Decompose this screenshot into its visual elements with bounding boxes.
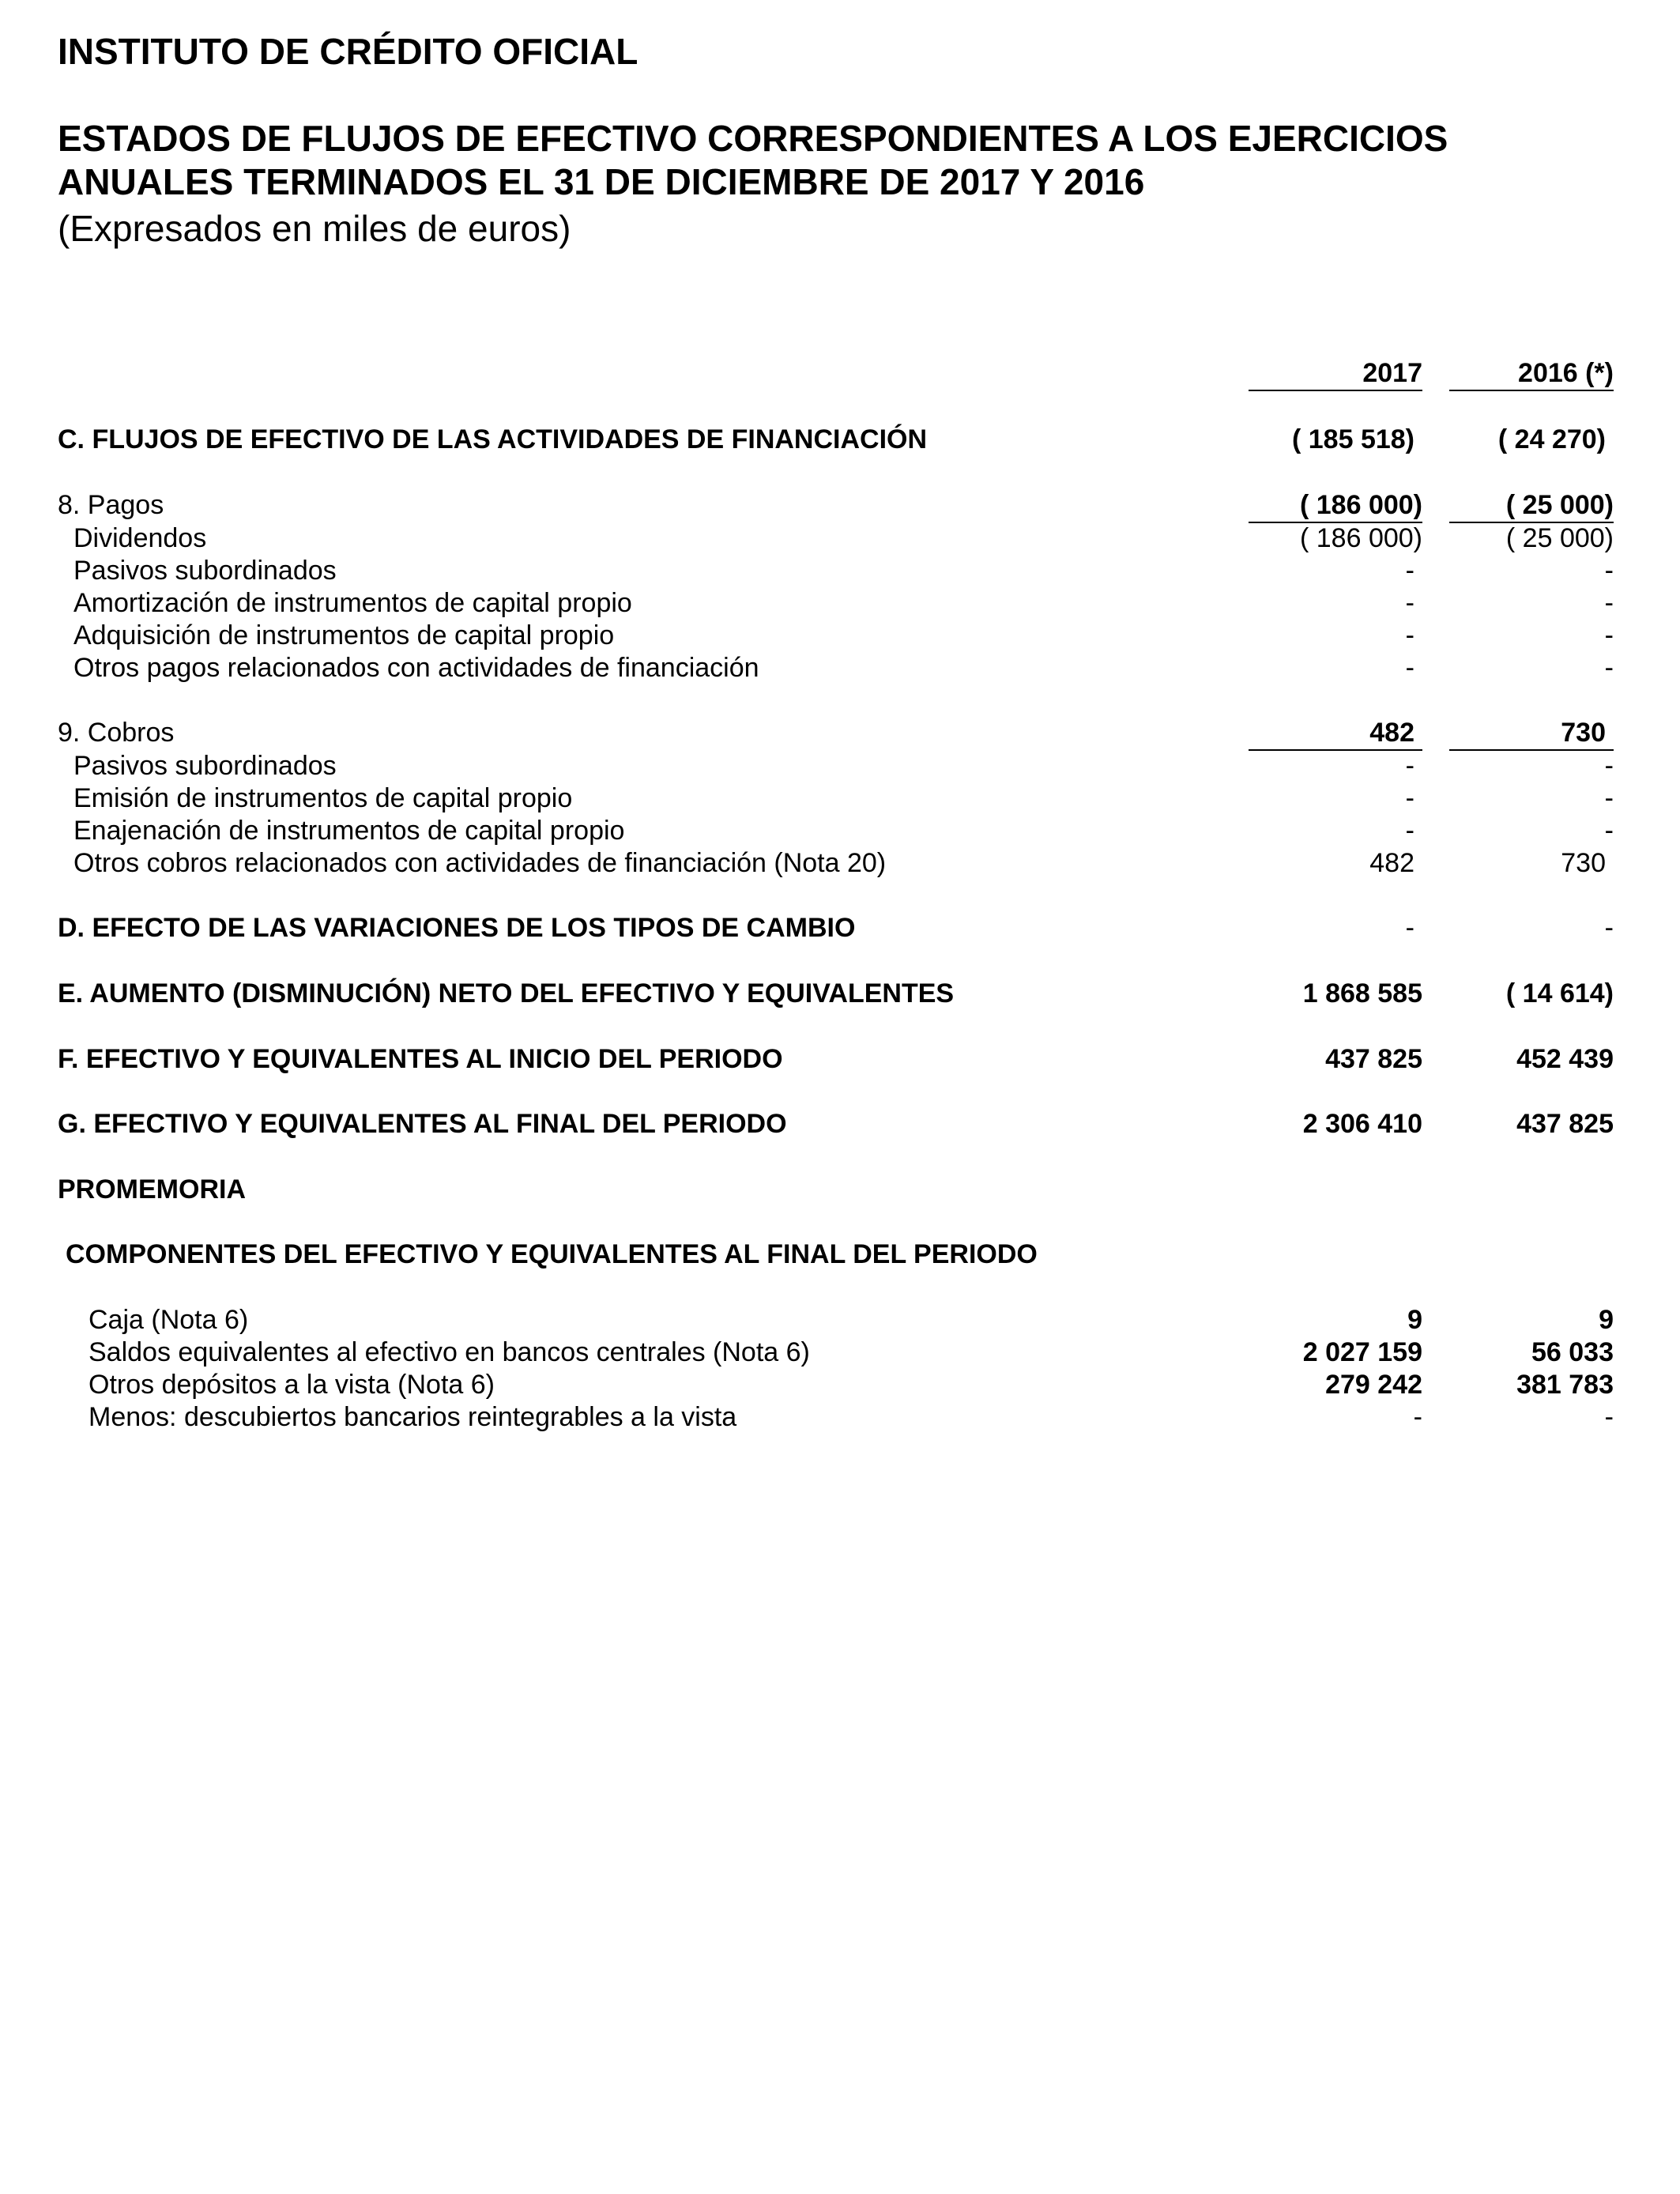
- column-header-2016: 2016 (*): [1449, 357, 1614, 391]
- units-note: (Expresados en miles de euros): [58, 208, 571, 249]
- value-2017: -: [1405, 816, 1414, 846]
- value-2017: -: [1413, 1402, 1422, 1432]
- table-row: [0, 555, 1680, 587]
- row-label: G. EFECTIVO Y EQUIVALENTES AL FINAL DEL PERIODO: [58, 1109, 787, 1139]
- table-row: [0, 620, 1680, 652]
- value-2017: ( 186 000): [1300, 523, 1422, 553]
- value-2016: -: [1604, 783, 1614, 813]
- value-2016: ( 24 270): [1497, 424, 1606, 454]
- row-label: Otros depósitos a la vista (Nota 6): [89, 1370, 495, 1400]
- value-2017: -: [1405, 751, 1414, 781]
- row-label: Saldos equivalentes al efectivo en bancos centrales (Nota 6): [89, 1337, 810, 1367]
- value-2017: 9: [1407, 1305, 1422, 1335]
- value-2017: 437 825: [1325, 1044, 1422, 1074]
- row-label: Otros cobros relacionados con actividades de financiación (Nota 20): [73, 848, 887, 878]
- value-2017: -: [1405, 588, 1414, 618]
- value-2017: -: [1405, 653, 1414, 683]
- value-2017: ( 185 518): [1292, 424, 1414, 454]
- table-row: [0, 522, 1680, 555]
- row-label: Otros pagos relacionados con actividades de financiación: [73, 653, 759, 683]
- value-2017: ( 186 000): [1249, 489, 1422, 523]
- table-row: [0, 1174, 1680, 1206]
- value-2016: 730: [1449, 717, 1614, 751]
- value-2017: 482: [1249, 717, 1422, 751]
- value-2017: -: [1405, 783, 1414, 813]
- row-label: Adquisición de instrumentos de capital propio: [73, 620, 615, 650]
- value-2017: 482: [1369, 848, 1414, 878]
- value-2016: 437 825: [1516, 1109, 1614, 1139]
- value-2016: ( 14 614): [1505, 978, 1614, 1008]
- row-label: E. AUMENTO (DISMINUCIÓN) NETO DEL EFECTIVO Y EQUIVALENTES: [58, 978, 955, 1008]
- table-row: [0, 1401, 1680, 1434]
- value-2016: -: [1604, 653, 1614, 683]
- statement-title: [58, 117, 1638, 204]
- table-row: [0, 782, 1680, 815]
- value-2016: -: [1604, 751, 1614, 781]
- value-2016: -: [1604, 588, 1614, 618]
- value-2016: -: [1604, 620, 1614, 650]
- value-2016: -: [1604, 816, 1614, 846]
- table-row: [0, 815, 1680, 847]
- section-heading: COMPONENTES DEL EFECTIVO Y EQUIVALENTES AL FINAL DEL PERIODO: [66, 1239, 1038, 1269]
- row-label: 9. Cobros: [58, 718, 175, 748]
- row-label: Pasivos subordinados: [73, 556, 337, 586]
- table-row: [0, 847, 1680, 880]
- row-label: Caja (Nota 6): [89, 1305, 249, 1335]
- table-row: [0, 912, 1680, 944]
- row-label: Amortización de instrumentos de capital propio: [73, 588, 632, 618]
- table-row: [0, 1336, 1680, 1369]
- section-heading: PROMEMORIA: [58, 1174, 246, 1204]
- column-header-2017: 2017: [1249, 357, 1422, 391]
- value-2016: -: [1604, 913, 1614, 943]
- table-row: [0, 750, 1680, 782]
- row-label: Pasivos subordinados: [73, 751, 337, 781]
- value-2017: 279 242: [1325, 1370, 1422, 1400]
- value-2016: ( 25 000): [1505, 523, 1614, 553]
- row-label: D. EFECTO DE LAS VARIACIONES DE LOS TIPOS DE CAMBIO: [58, 913, 856, 943]
- table-row: [0, 489, 1680, 522]
- table-row: [0, 1369, 1680, 1401]
- value-2016: ( 25 000): [1449, 489, 1614, 523]
- table-row: [0, 717, 1680, 749]
- row-label: Enajenación de instrumentos de capital propio: [73, 816, 625, 846]
- value-2016: 9: [1599, 1305, 1614, 1335]
- value-2017: -: [1405, 556, 1414, 586]
- value-2016: -: [1604, 556, 1614, 586]
- table-row: [0, 1108, 1680, 1140]
- table-row: [0, 978, 1680, 1010]
- value-2016: 56 033: [1531, 1337, 1614, 1367]
- row-label: C. FLUJOS DE EFECTIVO DE LAS ACTIVIDADES DE FINANCIACIÓN: [58, 424, 928, 454]
- value-2016: 730: [1561, 848, 1606, 878]
- table-row: [0, 587, 1680, 620]
- value-2017: -: [1405, 620, 1414, 650]
- row-label: Emisión de instrumentos de capital propio: [73, 783, 573, 813]
- table-row: [0, 1238, 1680, 1271]
- value-2016: 381 783: [1516, 1370, 1614, 1400]
- value-2017: 1 868 585: [1302, 978, 1422, 1008]
- table-row: [0, 652, 1680, 684]
- value-2017: 2 027 159: [1302, 1337, 1422, 1367]
- row-label: Dividendos: [73, 523, 207, 553]
- statement-title-line-1: ESTADOS DE FLUJOS DE EFECTIVO CORRESPONDIENTES A LOS EJERCICIOS: [58, 118, 1448, 159]
- value-2017: -: [1405, 913, 1414, 943]
- value-2017: 2 306 410: [1302, 1109, 1422, 1139]
- organization-title: INSTITUTO DE CRÉDITO OFICIAL: [58, 31, 638, 72]
- value-2016: -: [1604, 1402, 1614, 1432]
- row-label: 8. Pagos: [58, 490, 164, 520]
- statement-title-line-2: ANUALES TERMINADOS EL 31 DE DICIEMBRE DE 2017 Y 2016: [58, 161, 1145, 202]
- value-2016: 452 439: [1516, 1044, 1614, 1074]
- table-row: [0, 1043, 1680, 1076]
- table-row: [0, 1304, 1680, 1336]
- row-label: Menos: descubiertos bancarios reintegrables a la vista: [89, 1402, 737, 1432]
- table-row: [0, 424, 1680, 456]
- row-label: F. EFECTIVO Y EQUIVALENTES AL INICIO DEL PERIODO: [58, 1044, 783, 1074]
